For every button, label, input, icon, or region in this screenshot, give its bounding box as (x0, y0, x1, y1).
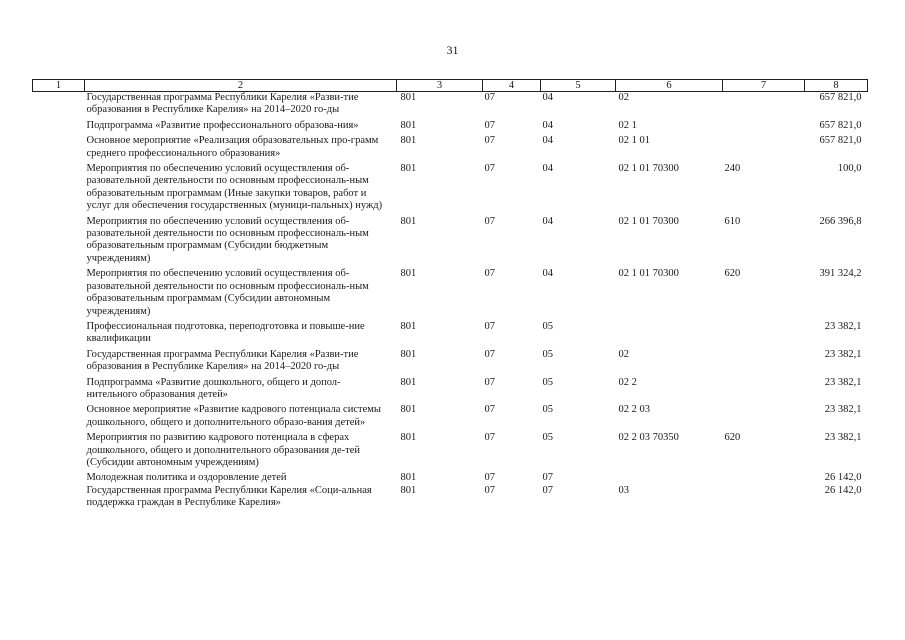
header-cell-6: 6 (616, 80, 723, 92)
cell-c5: 07 (542, 484, 553, 496)
cell-c8: 657 821,0 (819, 135, 862, 147)
cell-c5: 04 (542, 163, 553, 175)
cell-c1 (33, 268, 85, 321)
cell-c4: 07 (484, 472, 495, 484)
cell-name: Основное мероприятие «Развитие кадрового потенциала системы дошкольного, общего и дополнительного образо-вания детей» (86, 404, 381, 428)
cell-c3: 801 (400, 119, 417, 131)
cell-c7 (723, 349, 805, 377)
header-row (33, 80, 868, 92)
cell-c7 (723, 92, 805, 120)
cell-c7 (723, 120, 805, 135)
cell-c1 (33, 321, 85, 349)
cell-c6: 02 1 01 70300 (618, 163, 679, 175)
cell-name: Основное мероприятие «Реализация образовательных про-грамм среднего профессионального образования» (86, 135, 379, 159)
cell-c5: 05 (542, 376, 553, 388)
cell-c8: 23 382,1 (824, 432, 862, 444)
header-cell-1: 1 (33, 80, 85, 92)
cell-c1 (33, 92, 85, 120)
cell-c6: 02 2 03 (618, 404, 650, 416)
cell-name: Мероприятия по обеспечению условий осуществления об-разовательной деятельности по основным профессиональ-ным образовательным программам (Субсидии бюджетным учреждениям) (86, 215, 369, 264)
header-cell-3: 3 (397, 80, 483, 92)
table-row (33, 92, 868, 120)
budget-table (32, 79, 868, 510)
table-row (33, 321, 868, 349)
header-cell-2: 2 (85, 80, 397, 92)
cell-c5: 04 (542, 92, 553, 103)
cell-c8: 100,0 (837, 163, 862, 175)
header-cell-8: 8 (805, 80, 868, 92)
header-cell-5: 5 (541, 80, 616, 92)
cell-c6: 03 (618, 484, 629, 496)
cell-c6: 02 1 01 70300 (618, 268, 679, 280)
cell-c4: 07 (484, 404, 495, 416)
cell-c4: 07 (484, 376, 495, 388)
cell-c4: 07 (484, 119, 495, 131)
cell-c3: 801 (400, 320, 417, 332)
table-row (33, 432, 868, 472)
cell-c1 (33, 472, 85, 484)
cell-c8: 23 382,1 (824, 348, 862, 360)
cell-c4: 07 (484, 432, 495, 444)
cell-c4: 07 (484, 135, 495, 147)
cell-c7: 620 (724, 268, 741, 280)
cell-c6: 02 (618, 348, 629, 360)
header-cell-7: 7 (723, 80, 805, 92)
cell-c8: 23 382,1 (824, 320, 862, 332)
cell-c8: 23 382,1 (824, 404, 862, 416)
cell-c5: 05 (542, 432, 553, 444)
cell-name: Мероприятия по обеспечению условий осуществления об-разовательной деятельности по основным профессиональ-ным образовательным программам (Иные закупки товаров, работ и услуг для обеспечения государственных (муници-пальных) нужд) (86, 163, 383, 212)
cell-c6: 02 1 01 70300 (618, 215, 679, 227)
cell-c7 (723, 404, 805, 432)
cell-c8: 23 382,1 (824, 376, 862, 388)
cell-c8: 391 324,2 (819, 268, 862, 280)
cell-c3: 801 (400, 432, 417, 444)
cell-name: Мероприятия по обеспечению условий осуществления об-разовательной деятельности по основным профессиональ-ным образовательным программам (Субсидии автономным учреждениям) (86, 268, 369, 317)
cell-c8: 266 396,8 (819, 215, 862, 227)
page-number: 31 (446, 43, 459, 57)
cell-c1 (33, 485, 85, 510)
cell-c5: 05 (542, 348, 553, 360)
table-row (33, 163, 868, 216)
cell-c3: 801 (400, 135, 417, 147)
cell-c5: 04 (542, 119, 553, 131)
table-row (33, 485, 868, 510)
cell-c5: 07 (542, 472, 553, 484)
cell-name: Подпрограмма «Развитие дошкольного, общего и допол-нительного образования детей» (86, 376, 341, 400)
cell-c5: 04 (542, 268, 553, 280)
cell-c7 (723, 472, 805, 484)
cell-c3: 801 (400, 484, 417, 496)
cell-c5: 04 (542, 215, 553, 227)
table-row (33, 377, 868, 405)
cell-c6: 02 2 (618, 376, 637, 388)
table-row (33, 472, 868, 484)
cell-c6: 02 (618, 92, 629, 103)
cell-c5: 05 (542, 320, 553, 332)
table-row (33, 135, 868, 163)
cell-c6 (616, 472, 723, 484)
cell-c7: 620 (724, 432, 741, 444)
cell-c6: 02 1 (618, 119, 637, 131)
cell-c4: 07 (484, 348, 495, 360)
cell-name: Государственная программа Республики Карелия «Соци-альная поддержка граждан в Республике Карелия» (86, 484, 372, 509)
cell-c5: 04 (542, 135, 553, 147)
cell-name: Подпрограмма «Развитие профессионального образова-ния» (86, 119, 359, 131)
cell-c4: 07 (484, 268, 495, 280)
cell-c3: 801 (400, 348, 417, 360)
cell-name: Государственная программа Республики Карелия «Разви-тие образования в Республике Карелия» на 2014–2020 го-ды (86, 348, 359, 373)
cell-c3: 801 (400, 472, 417, 484)
cell-c1 (33, 377, 85, 405)
header-cell-4: 4 (483, 80, 541, 92)
cell-c4: 07 (484, 92, 495, 103)
cell-c3: 801 (400, 404, 417, 416)
cell-c6: 02 2 03 70350 (618, 432, 679, 444)
cell-name: Молодежная политика и оздоровление детей (86, 472, 287, 484)
cell-c7 (723, 135, 805, 163)
cell-c4: 07 (484, 163, 495, 175)
cell-name: Мероприятия по развитию кадрового потенциала в сферах дошкольного, общего и дополнительного образования де-тей (Субсидии автономным учреждениям) (86, 432, 361, 468)
table-row (33, 268, 868, 321)
cell-c7: 610 (724, 215, 741, 227)
cell-c1 (33, 135, 85, 163)
cell-c8: 657 821,0 (819, 92, 862, 103)
cell-c8: 657 821,0 (819, 119, 862, 131)
cell-c7 (723, 377, 805, 405)
cell-c7 (723, 321, 805, 349)
table-row (33, 404, 868, 432)
table-row (33, 216, 868, 269)
cell-c1 (33, 349, 85, 377)
cell-c1 (33, 163, 85, 216)
cell-c7 (723, 485, 805, 510)
cell-c4: 07 (484, 320, 495, 332)
cell-c3: 801 (400, 215, 417, 227)
cell-c6: 02 1 01 (618, 135, 650, 147)
cell-c1 (33, 216, 85, 269)
cell-c3: 801 (400, 163, 417, 175)
cell-c5: 05 (542, 404, 553, 416)
table-row (33, 120, 868, 135)
cell-c3: 801 (400, 268, 417, 280)
cell-c6 (616, 321, 723, 349)
cell-name: Государственная программа Республики Карелия «Разви-тие образования в Республике Карелия» на 2014–2020 го-ды (86, 92, 359, 116)
cell-c4: 07 (484, 215, 495, 227)
cell-c4: 07 (484, 484, 495, 496)
cell-c8: 26 142,0 (824, 484, 862, 496)
cell-c8: 26 142,0 (824, 472, 862, 484)
cell-c1 (33, 432, 85, 472)
cell-c7: 240 (724, 163, 741, 175)
table-body (33, 92, 868, 510)
cell-c1 (33, 120, 85, 135)
cell-c3: 801 (400, 376, 417, 388)
cell-name: Профессиональная подготовка, переподготовка и повыше-ние квалификации (86, 320, 365, 345)
cell-c1 (33, 404, 85, 432)
cell-c3: 801 (400, 92, 417, 103)
table-row (33, 349, 868, 377)
